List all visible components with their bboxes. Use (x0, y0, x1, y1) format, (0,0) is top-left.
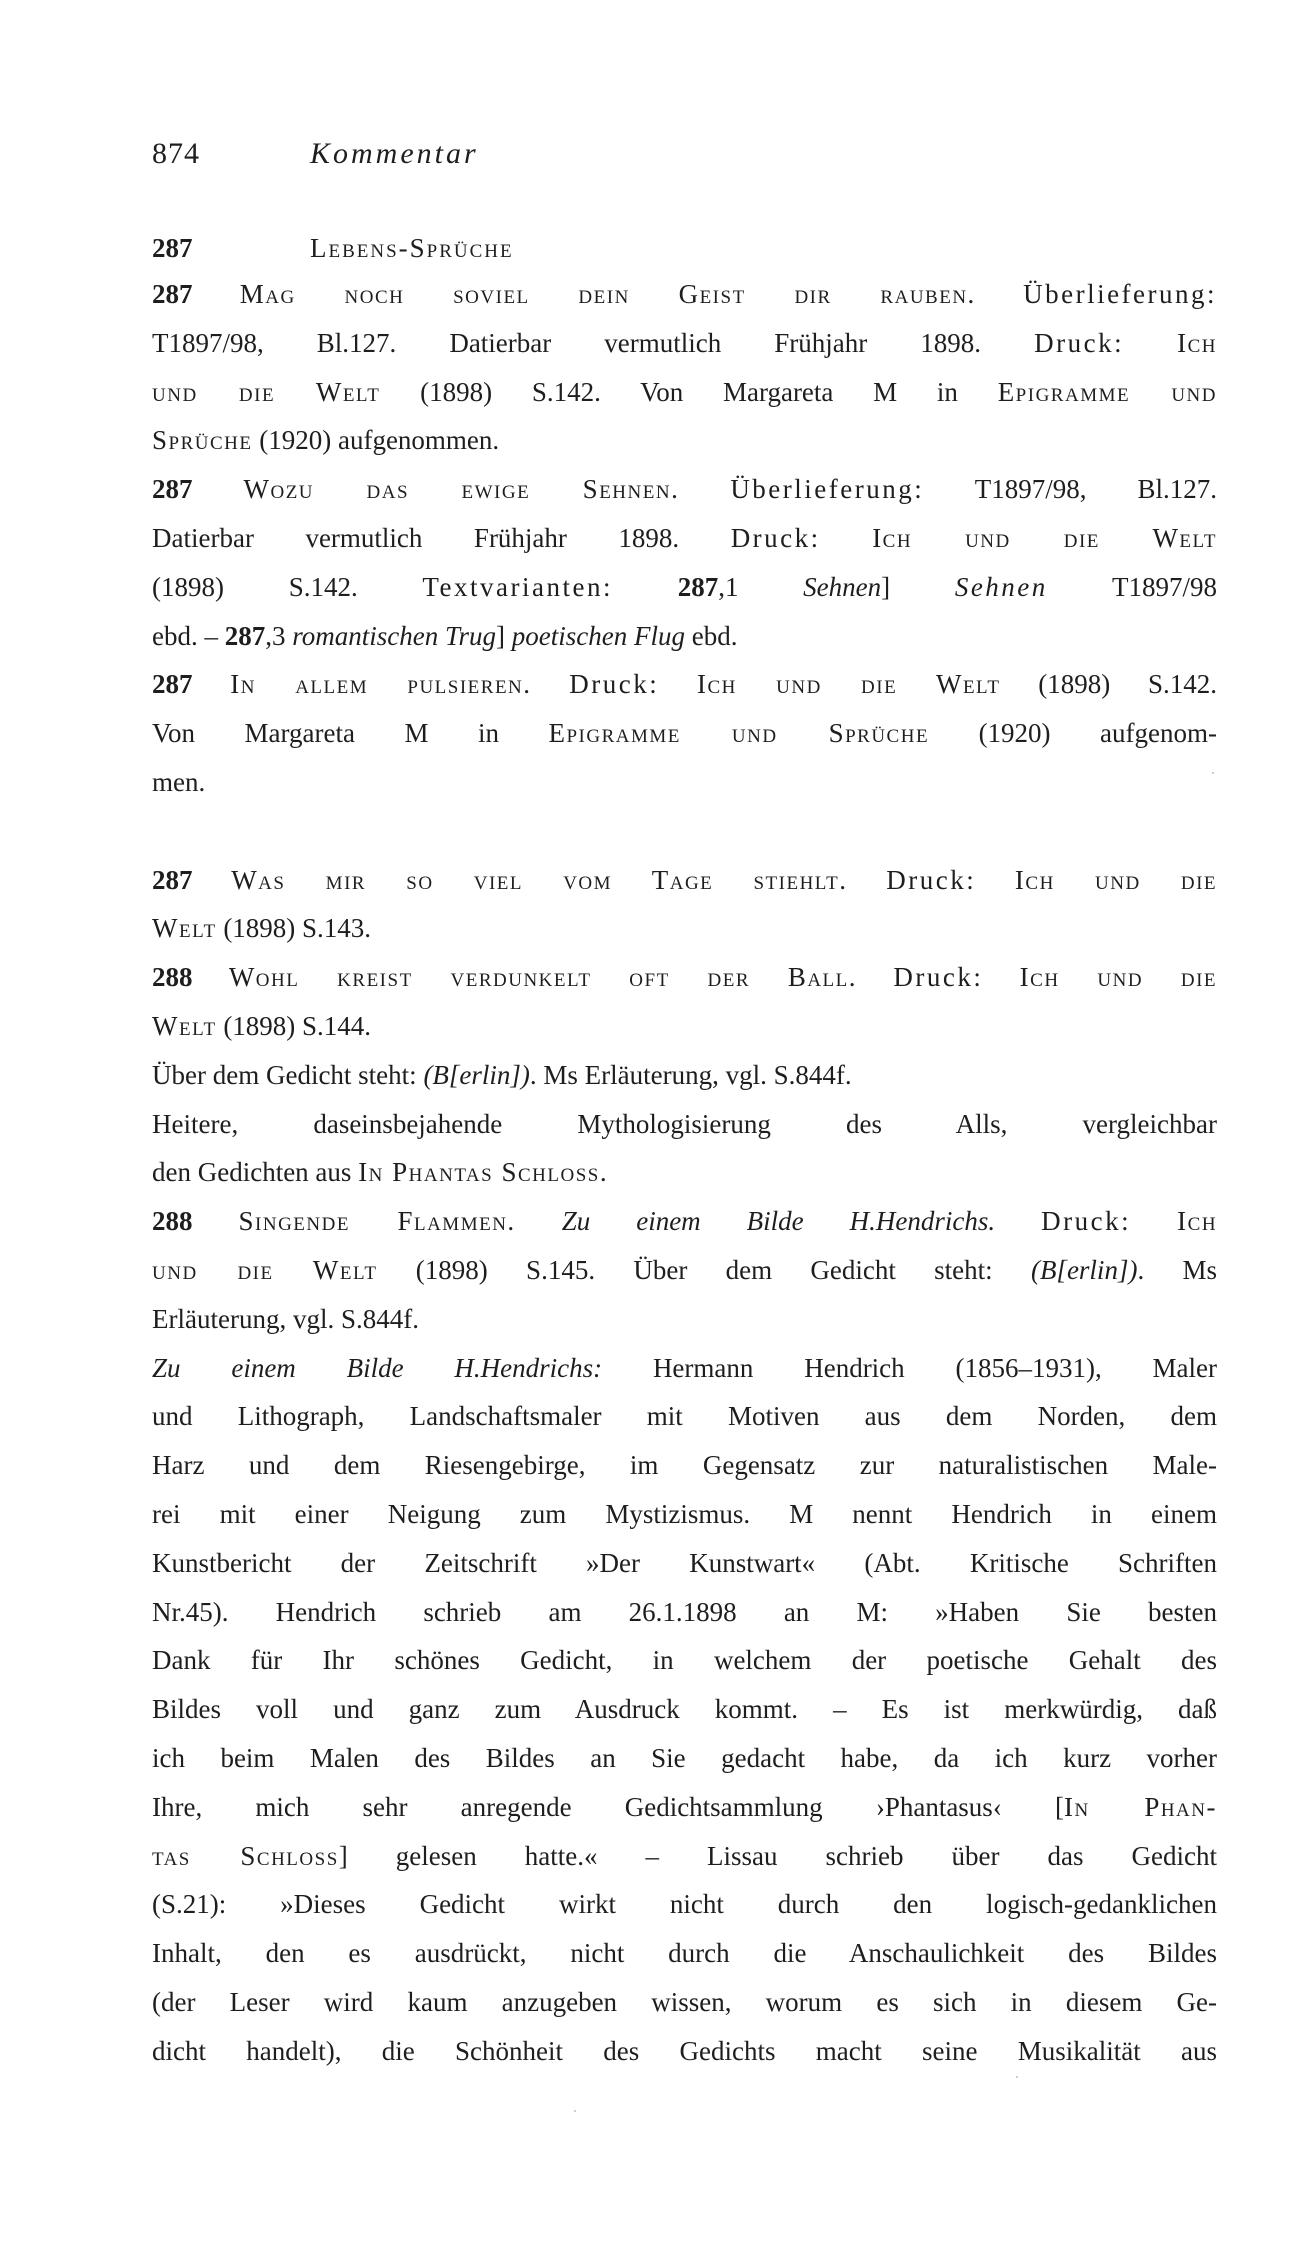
text-line (152, 1832, 1217, 1881)
text-line (152, 758, 1217, 807)
text-run (995, 1206, 1041, 1236)
text-run: und Lithograph, Landschaftsmaler mit Motiven aus dem Norden, dem (152, 1401, 1217, 1432)
text-line (152, 1588, 1217, 1637)
text-run: den Gedichten aus (152, 1157, 359, 1188)
small-caps-run: und die Welt (152, 376, 381, 407)
small-caps-run: In allem pulsieren. (230, 669, 532, 700)
page-line-ref: 287 (152, 669, 231, 700)
text-run: Kunstbericht der Zeitschrift »Der Kunstwart« (Abt. Kritische Schriften (152, 1547, 1217, 1578)
text-run: . (599, 1157, 607, 1188)
small-caps-run: In Phantas Schloss (358, 1157, 600, 1188)
text-run (613, 572, 678, 602)
text-run: Dank für Ihr schönes Gedicht, in welchem der poetische Gehalt des (152, 1645, 1217, 1676)
text-line (152, 660, 1217, 709)
text-run: . Ms Erläuterung, vgl. S.844f. (529, 1059, 852, 1090)
text-run: Harz und dem Riesengebirge, im Gegensatz zur naturalistischen Male- (152, 1450, 1217, 1481)
text-line (152, 2027, 1217, 2076)
spaced-run: Überlieferung: (730, 474, 925, 505)
text-run: T1897/98, Bl.127. Datierbar vermutlich Frühjahr 1898. (152, 327, 1035, 358)
text-run: rei mit einer Neigung zum Mystizismus. M nennt Hendrich in einem (152, 1498, 1217, 1529)
text-line (152, 563, 1217, 612)
text-line (152, 465, 1217, 514)
spaced-run: Druck: (730, 522, 821, 553)
text-run: (1920) aufgenom- (929, 718, 1218, 749)
text-run: T1897/98 (1047, 571, 1218, 602)
page-number: 874 (152, 137, 200, 170)
text-line (152, 1783, 1217, 1832)
small-caps-run: Ich und die Welt (872, 522, 1217, 553)
small-caps-run: Sprüche (152, 425, 253, 456)
text-run: (1898) S.145. Über dem Gedicht steht: (377, 1254, 1031, 1285)
text-run (976, 279, 1023, 309)
page-line-ref: 288 (152, 1206, 239, 1237)
small-caps-run: Welt (152, 913, 217, 944)
text-line (152, 319, 1217, 368)
text-run (516, 1206, 562, 1236)
commentary-body (152, 270, 1217, 2075)
page-line-ref: 287 (677, 571, 719, 602)
text-line (152, 1685, 1217, 1734)
text-line (152, 368, 1217, 417)
text-run: (1898) S.143. (216, 913, 372, 944)
text-run: dicht handelt), die Schönheit des Gedichts macht seine Musikalität aus (152, 2035, 1217, 2066)
section-heading (152, 228, 1217, 268)
text-line (152, 1978, 1217, 2027)
page-line-ref: 288 (152, 962, 229, 993)
text-run: ] (496, 620, 512, 651)
text-line (152, 1295, 1217, 1344)
page-line-ref: 287 (152, 474, 244, 505)
text-run (983, 962, 1019, 992)
print-speck (1016, 2076, 1018, 2078)
italic-run: (B[erlin]) (1030, 1254, 1138, 1285)
text-line (152, 1929, 1217, 1978)
text-line (152, 953, 1217, 1002)
print-speck (574, 2110, 576, 2112)
text-run (821, 523, 873, 553)
small-caps-run: Wohl kreist verdunkelt oft der Ball. (228, 962, 858, 993)
small-caps-run: Mag noch soviel dein Geist dir rauben. (239, 279, 976, 309)
italic-run: Zu einem Bilde H.Hendrichs. (561, 1206, 996, 1237)
spaced-run: Druck: (893, 962, 984, 993)
text-line (152, 1344, 1217, 1393)
italic-run: poetischen Flug (511, 620, 685, 651)
text-line (152, 1539, 1217, 1588)
small-caps-run: tas Schloss (152, 1840, 339, 1871)
text-run: Erläuterung, vgl. S.844f. (152, 1303, 419, 1334)
text-run (857, 962, 893, 992)
text-run: (der Leser wird kaum anzugeben wissen, worum es sich in diesem Ge- (152, 1986, 1217, 2017)
text-line (152, 1051, 1217, 1100)
small-caps-run: Epigramme und Sprüche (548, 718, 930, 749)
text-run (659, 669, 697, 699)
small-caps-run: Ich und die (1014, 864, 1218, 895)
text-run: T1897/98, Bl.127. (924, 474, 1217, 505)
text-run: men. (152, 766, 206, 797)
text-run (679, 474, 730, 504)
text-run: ,3 (265, 620, 293, 651)
italic-run: romantischen Trug (292, 620, 496, 651)
small-caps-run: und die Welt (152, 1254, 378, 1285)
text-run (976, 865, 1015, 895)
page-line-ref: 287 (224, 620, 266, 651)
page-line-ref: 287 (152, 864, 232, 895)
italic-run: Zu einem Bilde H.Hendrichs: (152, 1352, 603, 1383)
text-line (152, 270, 1217, 319)
spaced-run: Druck: (1041, 1206, 1132, 1237)
text-run: ] gelesen hatte.« – Lissau schrieb über das Gedicht (338, 1840, 1217, 1871)
text-line (152, 416, 1217, 465)
text-run: Heitere, daseinsbejahende Mythologisierung des Alls, vergleichbar (152, 1108, 1217, 1139)
text-run: Inhalt, den es ausdrückt, nicht durch die Anschaulichkeit des Bildes (152, 1938, 1217, 1969)
text-line (152, 1197, 1217, 1246)
text-line (152, 1880, 1217, 1929)
text-run (532, 669, 570, 699)
text-run: (1898) S.142. (152, 571, 423, 602)
small-caps-run: In Phan- (1063, 1791, 1217, 1822)
text-run: Hermann Hendrich (1856–1931), Maler (602, 1352, 1217, 1383)
text-run: (1898) S.142. Von Margareta M in (380, 376, 998, 407)
spaced-run: Textvarianten: (422, 571, 613, 602)
small-caps-run: Ich (1177, 327, 1218, 358)
text-line (152, 856, 1217, 905)
text-line (152, 1100, 1217, 1149)
text-run: Von Margareta M in (152, 718, 549, 749)
text-line (152, 514, 1217, 563)
section-title: Lebens-Sprüche (310, 233, 514, 263)
spaced-run: Druck: (886, 864, 977, 895)
text-run: ebd. (684, 620, 738, 651)
small-caps-run: Singende Flammen. (238, 1206, 516, 1237)
section-page-ref: 287 (152, 233, 193, 263)
spaced-run: Überlieferung: (1023, 279, 1218, 309)
small-caps-run: Was mir so viel vom Tage stiehlt. (231, 864, 848, 895)
text-line (152, 904, 1217, 953)
text-run: Ihre, mich sehr anregende Gedichtsammlung ›Phantasus‹ [ (152, 1791, 1064, 1822)
spaced-run: Druck: (1034, 327, 1125, 358)
small-caps-run: Welt (152, 1010, 217, 1041)
small-caps-run: Epigramme und (997, 376, 1218, 407)
small-caps-run: Ich (1177, 1206, 1218, 1237)
text-line (152, 709, 1217, 758)
text-line (152, 1148, 1217, 1197)
page-line-ref: 287 (152, 279, 240, 309)
text-run: (1920) aufgenommen. (252, 425, 500, 456)
italic-run: (B[erlin]) (423, 1059, 530, 1090)
running-title: Kommentar (310, 137, 479, 170)
blank-line (152, 807, 1217, 856)
text-run: . Ms (1137, 1254, 1217, 1285)
italic-run: Sehnen (954, 571, 1048, 602)
text-run: Datierbar vermutlich Frühjahr 1898. (152, 522, 731, 553)
text-line (152, 1392, 1217, 1441)
text-line (152, 1490, 1217, 1539)
text-run: ich beim Malen des Bildes an Sie gedacht habe, da ich kurz vorher (152, 1742, 1217, 1773)
text-run: Nr.45). Hendrich schrieb am 26.1.1898 an M: »Haben Sie besten (152, 1596, 1217, 1627)
text-run (1131, 1206, 1177, 1236)
text-run (848, 865, 887, 895)
text-line (152, 1636, 1217, 1685)
running-head (152, 132, 1217, 176)
text-run (1124, 328, 1177, 358)
italic-run: Sehnen (803, 571, 882, 602)
small-caps-run: Ich und die Welt (697, 669, 1001, 700)
small-caps-run: Wozu das ewige Sehnen. (243, 474, 680, 505)
text-line (152, 1734, 1217, 1783)
spaced-run: Druck: (569, 669, 660, 700)
text-line (152, 1246, 1217, 1295)
text-run: ,1 (718, 571, 804, 602)
text-run: ] (881, 571, 955, 602)
text-run: ebd. – (152, 620, 225, 651)
text-line (152, 1441, 1217, 1490)
text-run: Über dem Gedicht steht: (152, 1059, 424, 1090)
print-speck (1212, 772, 1214, 774)
text-line (152, 612, 1217, 661)
text-line (152, 1002, 1217, 1051)
text-run: (1898) S.144. (216, 1010, 372, 1041)
text-run: (S.21): »Dieses Gedicht wirkt nicht durch den logisch-gedanklichen (152, 1889, 1217, 1920)
text-run: Bildes voll und ganz zum Ausdruck kommt. – Es ist merkwürdig, daß (152, 1694, 1217, 1725)
text-run: (1898) S.142. (1000, 669, 1218, 700)
small-caps-run: Ich und die (1019, 962, 1218, 993)
